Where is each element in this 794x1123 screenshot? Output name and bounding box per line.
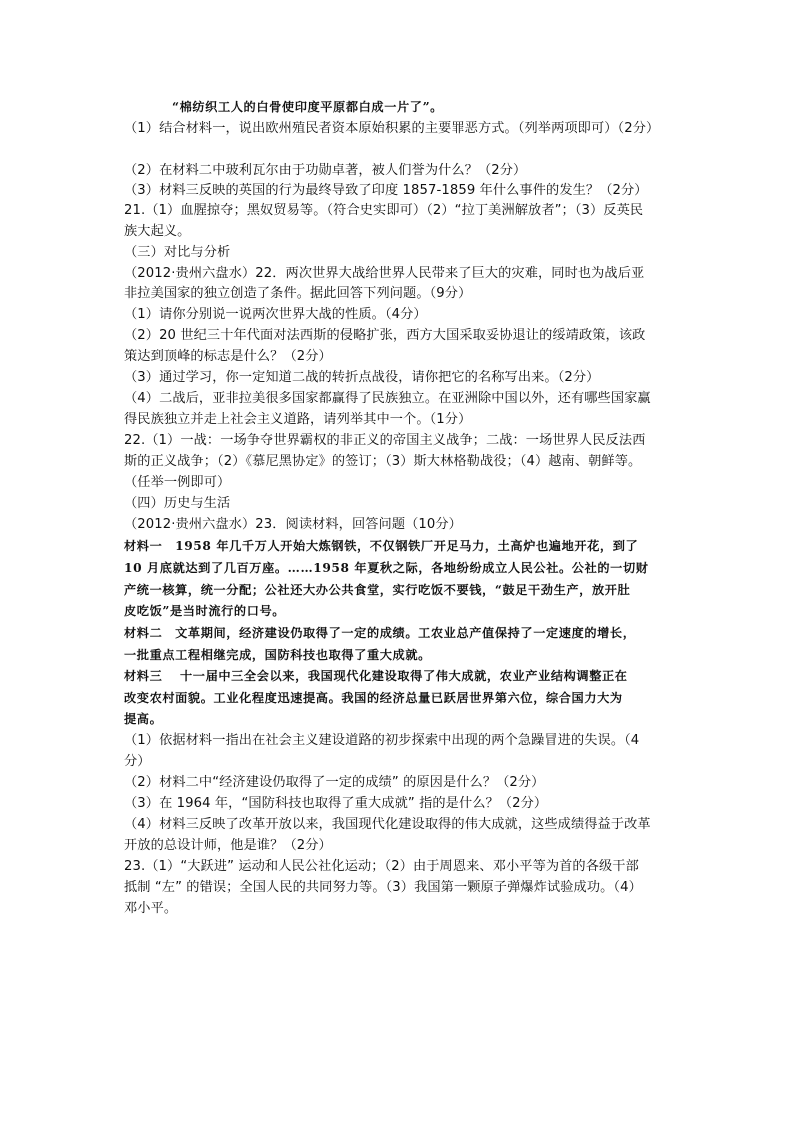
answer-21-line-2: 族大起义。 (124, 224, 191, 239)
question-22-3: （3）通过学习，你一定知道二战的转折点战役，请你把它的名称写出来。（2分） (124, 370, 600, 385)
material-1-line-1: 材料一 1958 年几千万人开始大炼钢铁，不仅钢铁厂开足马力，土高炉也遍地开花，到了 (124, 539, 639, 553)
question-23-intro: （2012·贵州六盘水）23．阅读材料，回答问题（10分） (124, 517, 462, 532)
answer-23-line-2: 抵制 “左” 的错误；全国人民的共同努力等。（3）我国第一颗原子弹爆炸试验成功。（4） (124, 880, 642, 895)
answer-22-line-1: 22.（1）一战：一场争夺世界霸权的非正义的帝国主义战争；二战：一场世界人民反法西 (124, 433, 646, 448)
question-1-1: （1）结合材料一，说出欧州殖民者资本原始积累的主要罪恶方式。（列举两项即可）（2分） (124, 121, 660, 136)
material-1-line-4: 皮吃饭”是当时流行的口号。 (124, 604, 286, 618)
quote-line: “棉纺织工人的白骨使印度平原都白成一片了”。 (172, 100, 443, 114)
question-23-1-line-2: 分） (124, 754, 151, 769)
question-23-4-line-2: 开放的总设计师，他是谁？（2分） (124, 838, 332, 853)
answer-22-line-3: （任举一例即可） (124, 475, 231, 490)
answer-23-line-3: 邓小平。 (124, 901, 178, 916)
material-3-line-3: 提高。 (124, 712, 163, 726)
question-1-2: （2）在材料二中玻利瓦尔由于功勋卓著，被人们誉为什么？（2分） (124, 163, 527, 178)
section-4-heading: （四）历史与生活 (124, 496, 231, 511)
question-23-1-line-1: （1）依据材料一指出在社会主义建设道路的初步探索中出现的两个急躁冒进的失误。（4 (124, 733, 640, 748)
material-1-line-3: 产统一核算，统一分配；公社还大办公共食堂，实行吃饭不要钱，“鼓足干劲生产，放开肚 (124, 583, 631, 597)
question-23-4-line-1: （4）材料三反映了改革开放以来，我国现代化建设取得的伟大成就，这些成绩得益于改革 (124, 817, 651, 832)
question-23-3: （3）在 1964 年，“国防科技也取得了重大成就” 指的是什么？（2分） (124, 796, 548, 811)
section-3-heading: （三）对比与分析 (124, 245, 231, 260)
question-22-2-line-2: 策达到顶峰的标志是什么？（2分） (124, 349, 332, 364)
question-22-4-line-2: 得民族独立并走上社会主义道路，请列举其中一个。（1分） (124, 412, 472, 427)
question-22-1: （1）请你分别说一说两次世界大战的性质。（4分） (124, 307, 427, 322)
answer-22-line-2: 斯的正义战争；（2）《慕尼黑协定》的签订；（3）斯大林格勒战役；（4）越南、朝鲜等。 (124, 454, 642, 469)
question-22-intro-1: （2012·贵州六盘水）22．两次世界大战给世界人民带来了巨大的灾难，同时也为战后亚 (124, 266, 645, 281)
question-22-2-line-1: （2）20 世纪三十年代面对法西斯的侵略扩张，西方大国采取妥协退让的绥靖政策，该政 (124, 328, 646, 343)
answer-23-line-1: 23.（1）“大跃进” 运动和人民公社化运动；（2）由于周恩来、邓小平等为首的各级干部 (124, 859, 639, 874)
material-3-line-1: 材料三 十一届中三全会以来，我国现代化建设取得了伟大成就，农业产业结构调整正在 (124, 669, 628, 683)
question-23-2: （2）材料二中“经济建设仍取得了一定的成绩” 的原因是什么？（2分） (124, 775, 545, 790)
material-1-line-2: 10 月底就达到了几百万座。……1958 年夏秋之际，各地纷纷成立人民公社。公社的一切财 (124, 561, 649, 575)
material-2-line-2: 一批重点工程相继完成，国防科技也取得了重大成就。 (124, 648, 431, 662)
material-2-line-1: 材料二 文革期间，经济建设仍取得了一定的成绩。工农业总产值保持了一定速度的增长， (124, 626, 636, 640)
material-3-line-2: 改变农村面貌。工业化程度迅速提高。我国的经济总量已跃居世界第六位，综合国力大为 (124, 691, 623, 705)
question-22-4-line-1: （4）二战后，亚非拉美很多国家都赢得了民族独立。在亚洲除中国以外，还有哪些国家赢 (124, 391, 651, 406)
question-22-intro-2: 非拉美国家的独立创造了条件。据此回答下列问题。（9分） (124, 286, 472, 301)
answer-21-line-1: 21.（1）血腥掠夺；黑奴贸易等。（符合史实即可）（2）“拉丁美洲解放者”；（3）反英民 (124, 203, 644, 218)
question-1-3: （3）材料三反映的英国的行为最终导致了印度 1857-1859 年什么事件的发生？（2分） (124, 183, 648, 198)
